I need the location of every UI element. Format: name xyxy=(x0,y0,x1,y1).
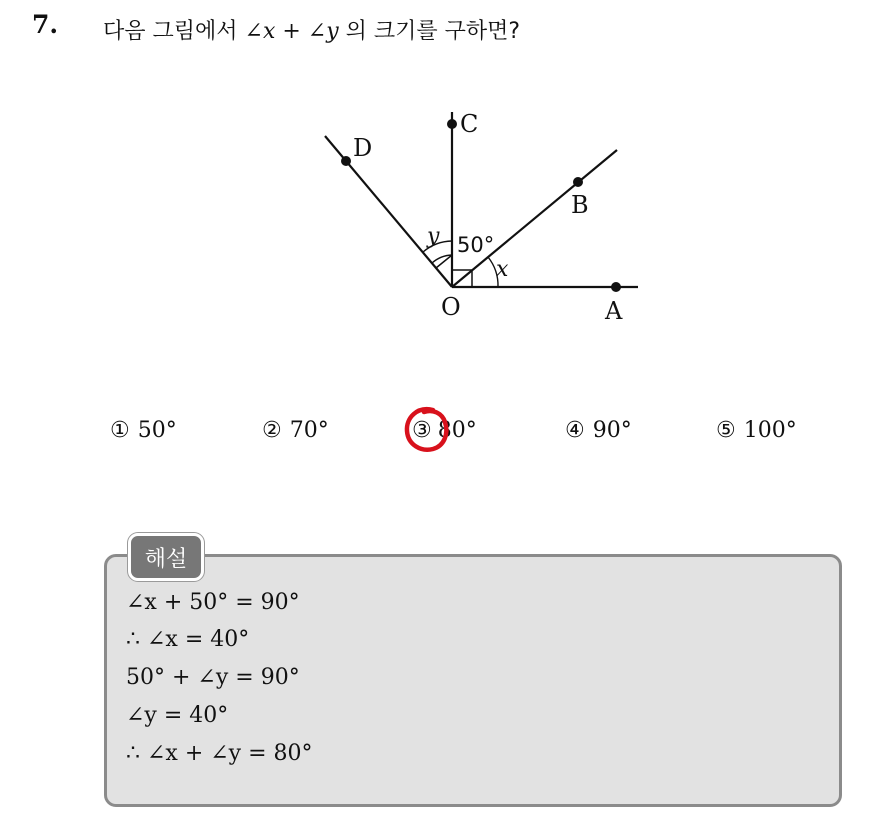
point-a xyxy=(611,282,621,292)
solution-line-2: ∴ ∠x = 40° xyxy=(126,627,250,652)
choice-mark: ① xyxy=(110,418,130,443)
question-suffix: 의 크기를 구하면? xyxy=(345,19,521,44)
label-a: A xyxy=(605,297,623,325)
angle-y-arc xyxy=(432,255,452,263)
point-d xyxy=(341,156,351,166)
label-c: C xyxy=(460,110,479,138)
choice-label: 80° xyxy=(437,418,477,443)
choice-mark: ③ xyxy=(412,418,432,443)
label-b: B xyxy=(571,191,589,219)
choice-mark: ④ xyxy=(565,418,585,443)
question-prefix: 다음 그림에서 xyxy=(103,19,238,44)
choice-4[interactable] xyxy=(565,418,632,443)
solution-tab: 해설 xyxy=(128,533,204,581)
choice-label: 70° xyxy=(289,418,329,443)
choice-mark: ⑤ xyxy=(716,418,736,443)
ray-ob xyxy=(452,150,617,287)
solution-line-4: ∠y = 40° xyxy=(126,703,229,728)
solution-line-3: 50° + ∠y = 90° xyxy=(126,665,300,690)
choice-label: 90° xyxy=(592,418,632,443)
label-d: D xyxy=(353,134,373,162)
choice-mark: ② xyxy=(262,418,282,443)
question-expression: ∠x + ∠y xyxy=(244,19,339,44)
solution-line-1: ∠x + 50° = 90° xyxy=(126,590,300,615)
choice-2[interactable] xyxy=(262,418,329,443)
point-b xyxy=(573,177,583,187)
point-c xyxy=(447,119,457,129)
choice-1[interactable] xyxy=(110,418,177,443)
choice-5[interactable] xyxy=(716,418,797,443)
question-text xyxy=(103,14,520,45)
choice-label: 50° xyxy=(137,418,177,443)
selected-answer-circle xyxy=(403,404,451,456)
label-y: y xyxy=(427,224,440,249)
choice-label: 100° xyxy=(743,418,797,443)
label-x: x xyxy=(496,257,509,282)
angle-figure xyxy=(300,80,660,330)
label-angle-50: 50° xyxy=(457,233,495,257)
question-number: 7. xyxy=(32,10,59,39)
solution-line-5: ∴ ∠x + ∠y = 80° xyxy=(126,741,313,766)
label-o: O xyxy=(441,293,461,321)
